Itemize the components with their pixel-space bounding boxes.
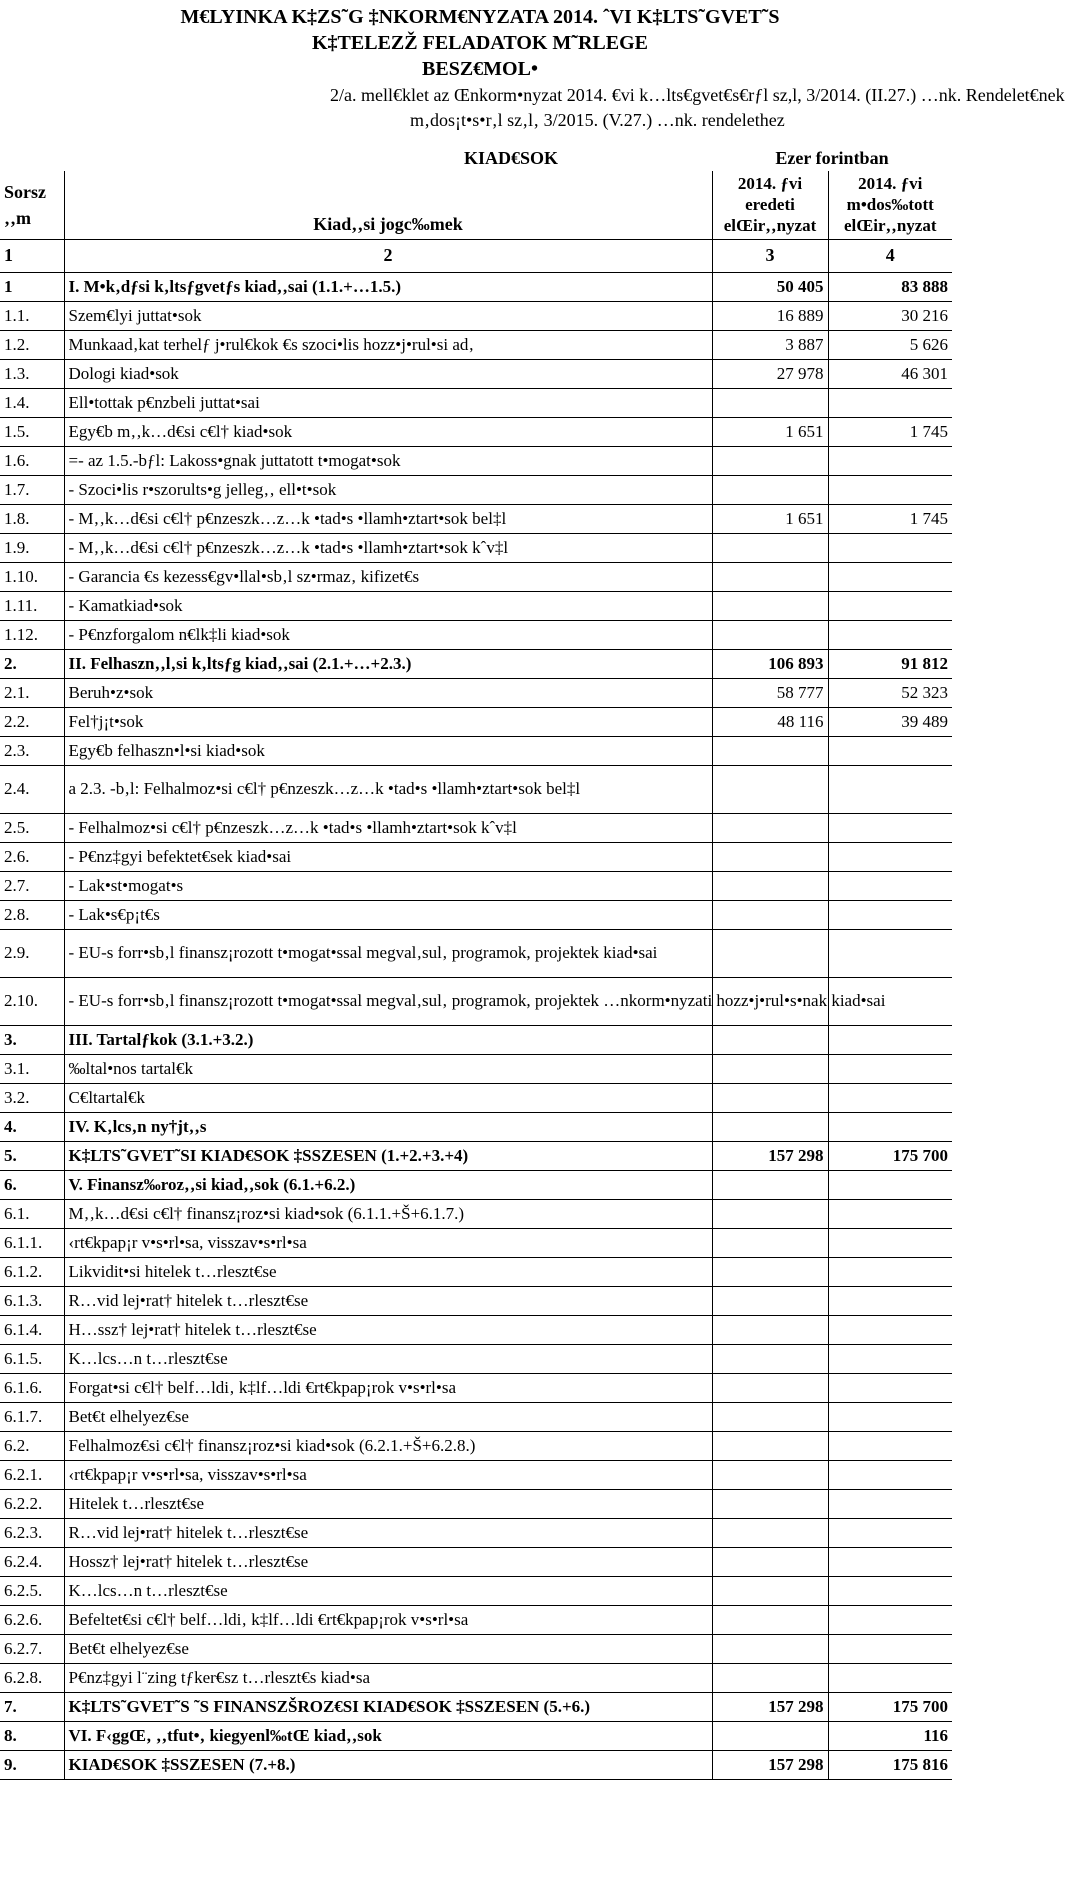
row-id: 6.1.3. <box>0 1286 64 1315</box>
row-original-value <box>712 1634 828 1663</box>
row-name: Hossz† lej•rat† hitelek t…rleszt€se <box>64 1547 712 1576</box>
row-name: - Lak•s€p¡t€s <box>64 900 712 929</box>
row-modified-value <box>828 900 952 929</box>
row-modified-value <box>828 1315 952 1344</box>
row-original-value <box>712 1286 828 1315</box>
row-id: 2.5. <box>0 813 64 842</box>
table-row <box>0 1605 952 1634</box>
expenditure-table <box>0 145 952 1780</box>
row-id: 2.4. <box>0 765 64 813</box>
row-id: 6.2.3. <box>0 1518 64 1547</box>
row-modified-value <box>828 1518 952 1547</box>
row-name: ‹rt€kpap¡r v•s•rl•sa, visszav•s•rl•sa <box>64 1460 712 1489</box>
row-id: 6.2.6. <box>0 1605 64 1634</box>
row-original-value <box>712 1489 828 1518</box>
row-modified-value <box>828 1402 952 1431</box>
row-id: 1.7. <box>0 475 64 504</box>
table-row <box>0 900 952 929</box>
document-title-line3: BESZ€MOL• <box>422 58 538 80</box>
row-name: Ell•tottak p€nzbeli juttat•sai <box>64 388 712 417</box>
row-original-value <box>712 1547 828 1576</box>
table-row <box>0 813 952 842</box>
table-row <box>0 1083 952 1112</box>
row-id: 1.9. <box>0 533 64 562</box>
row-name: R…vid lej•rat† hitelek t…rleszt€se <box>64 1286 712 1315</box>
row-name: Forgat•si c€l† belf…ldi‚ k‡lf…ldi €rt€kpap¡rok v•s•rl•sa <box>64 1373 712 1402</box>
row-name: - Felhalmoz•si c€l† p€nzeszk…z…k •tad•s •llamh•ztart•sok kˆv‡l <box>64 813 712 842</box>
row-name: Hitelek t…rleszt€se <box>64 1489 712 1518</box>
row-name: KIAD€SOK ‡SSZESEN (7.+8.) <box>64 1750 712 1779</box>
row-id: 6.1.2. <box>0 1257 64 1286</box>
row-modified-value <box>828 1605 952 1634</box>
row-modified-value <box>828 1489 952 1518</box>
table-row <box>0 388 952 417</box>
row-modified-value <box>828 533 952 562</box>
row-id: 2.9. <box>0 929 64 977</box>
row-id: 7. <box>0 1692 64 1721</box>
row-name: H…ssz† lej•rat† hitelek t…rleszt€se <box>64 1315 712 1344</box>
row-original-value: 48 116 <box>712 707 828 736</box>
table-row <box>0 1402 952 1431</box>
row-id: 1.3. <box>0 359 64 388</box>
row-original-value <box>712 1112 828 1141</box>
row-modified-value: 39 489 <box>828 707 952 736</box>
row-original-value <box>712 1054 828 1083</box>
table-row <box>0 330 952 359</box>
row-original-value <box>712 1373 828 1402</box>
row-modified-value <box>828 1054 952 1083</box>
row-modified-value: 116 <box>828 1721 952 1750</box>
row-name: Likvidit•si hitelek t…rleszt€se <box>64 1257 712 1286</box>
table-header-row <box>0 145 952 171</box>
row-original-value <box>712 620 828 649</box>
row-id: 1.11. <box>0 591 64 620</box>
row-modified-value <box>828 591 952 620</box>
row-name: a 2.3. -b‚l: Felhalmoz•si c€l† p€nzeszk…z…k •tad•s •llamh•ztart•sok bel‡l <box>64 765 712 813</box>
row-original-value <box>712 446 828 475</box>
table-row <box>0 1344 952 1373</box>
row-modified-value <box>828 1257 952 1286</box>
row-id: 1.4. <box>0 388 64 417</box>
table-row <box>0 417 952 446</box>
row-modified-value <box>828 1663 952 1692</box>
row-modified-value <box>828 1112 952 1141</box>
table-row <box>0 1518 952 1547</box>
table-row <box>0 1634 952 1663</box>
row-id: 1.10. <box>0 562 64 591</box>
row-original-value: 157 298 <box>712 1692 828 1721</box>
row-name: K…lcs…n t…rleszt€se <box>64 1576 712 1605</box>
document-title: M€LYINKA K‡ZS˜G ‡NKORM€NYZATA 2014. ˆVI K‡LTS˜GVET˜S <box>180 6 780 28</box>
row-modified-value: 1 745 <box>828 417 952 446</box>
table-row <box>0 871 952 900</box>
row-name: Felhalmoz€si c€l† finansz¡roz•si kiad•sok (6.2.1.+Š+6.2.8.) <box>64 1431 712 1460</box>
row-original-value <box>712 562 828 591</box>
row-name: P€nz‡gyi l¨zing tƒker€sz t…rleszt€s kiad•sa <box>64 1663 712 1692</box>
row-original-value <box>712 1460 828 1489</box>
row-id: 6.2.5. <box>0 1576 64 1605</box>
table-row <box>0 1547 952 1576</box>
row-original-value: 3 887 <box>712 330 828 359</box>
row-name: M‚‚k…d€si c€l† finansz¡roz•si kiad•sok (6.1.1.+Š+6.1.7.) <box>64 1199 712 1228</box>
row-modified-value <box>828 1228 952 1257</box>
section-header: KIAD€SOK <box>463 147 559 168</box>
row-name: - P€nz‡gyi befektet€sek kiad•sai <box>64 842 712 871</box>
column-number-row: 1 2 3 4 <box>0 239 952 272</box>
row-id: 2.3. <box>0 736 64 765</box>
row-name: - Kamatkiad•sok <box>64 591 712 620</box>
row-original-value <box>712 475 828 504</box>
row-id: 6.1.6. <box>0 1373 64 1402</box>
row-modified-value: 175 816 <box>828 1750 952 1779</box>
table-row <box>0 1431 952 1460</box>
row-id: 2.8. <box>0 900 64 929</box>
row-original-value <box>712 1402 828 1431</box>
row-id: 9. <box>0 1750 64 1779</box>
row-original-value <box>712 842 828 871</box>
table-row <box>0 562 952 591</box>
row-original-value <box>712 813 828 842</box>
row-modified-value <box>828 1576 952 1605</box>
row-modified-value <box>828 475 952 504</box>
row-name: - M‚‚k…d€si c€l† p€nzeszk…z…k •tad•s •llamh•ztart•sok bel‡l <box>64 504 712 533</box>
row-modified-value <box>828 1460 952 1489</box>
row-original-value: 50 405 <box>712 272 828 301</box>
row-modified-value: 1 745 <box>828 504 952 533</box>
row-modified-value: 175 700 <box>828 1692 952 1721</box>
row-modified-value: 175 700 <box>828 1141 952 1170</box>
row-original-value: 157 298 <box>712 1750 828 1779</box>
row-id: 6.2.2. <box>0 1489 64 1518</box>
row-original-value <box>712 1431 828 1460</box>
col-original-header: 2014. ƒvi eredeti elŒir‚‚nyzat <box>712 171 828 239</box>
row-name: Befeltet€si c€l† belf…ldi‚ k‡lf…ldi €rt€kpap¡rok v•s•rl•sa <box>64 1605 712 1634</box>
row-original-value <box>712 765 828 813</box>
row-original-value <box>712 736 828 765</box>
row-name: ‰ltal•nos tartal€k <box>64 1054 712 1083</box>
col-modified-header: 2014. ƒvi m•dos‰tott elŒir‚‚nyzat <box>828 171 952 239</box>
row-original-value <box>712 1083 828 1112</box>
row-name: Dologi kiad•sok <box>64 359 712 388</box>
row-name: Egy€b m‚‚k…d€si c€l† kiad•sok <box>64 417 712 446</box>
row-original-value <box>712 929 828 977</box>
row-original-value: 58 777 <box>712 678 828 707</box>
row-name: Munkaad‚kat terhelƒ j•rul€kok €s szoci•lis hozz•j•rul•si ad‚ <box>64 330 712 359</box>
table-row <box>0 446 952 475</box>
table-row <box>0 707 952 736</box>
row-name: K…lcs…n t…rleszt€se <box>64 1344 712 1373</box>
table-row <box>0 1460 952 1489</box>
row-modified-value <box>828 562 952 591</box>
row-original-value <box>712 1518 828 1547</box>
row-original-value <box>712 1025 828 1054</box>
row-name: IV. K‚lcs‚n ny†jt‚‚s <box>64 1112 712 1141</box>
row-modified-value: 83 888 <box>828 272 952 301</box>
table-row <box>0 1257 952 1286</box>
row-id: 2.10. <box>0 977 64 1025</box>
table-row <box>0 842 952 871</box>
row-id: 3.1. <box>0 1054 64 1083</box>
table-row <box>0 272 952 301</box>
row-original-value: 1 651 <box>712 417 828 446</box>
row-name: - P€nzforgalom n€lk‡li kiad•sok <box>64 620 712 649</box>
col-id-header: Sorsz ‚‚m <box>0 171 64 239</box>
row-name: - M‚‚k…d€si c€l† p€nzeszk…z…k •tad•s •llamh•ztart•sok kˆv‡l <box>64 533 712 562</box>
row-id: 6.2.4. <box>0 1547 64 1576</box>
row-name: Bet€t elhelyez€se <box>64 1402 712 1431</box>
row-original-value <box>712 1257 828 1286</box>
row-modified-value <box>828 1170 952 1199</box>
table-row <box>0 678 952 707</box>
table-row <box>0 1025 952 1054</box>
table-row <box>0 1112 952 1141</box>
row-original-value: 16 889 <box>712 301 828 330</box>
row-id: 6.1.1. <box>0 1228 64 1257</box>
col-name-header: Kiad‚‚si jogc‰mek <box>64 171 712 239</box>
table-row <box>0 736 952 765</box>
row-name: R…vid lej•rat† hitelek t…rleszt€se <box>64 1518 712 1547</box>
row-original-value <box>712 1170 828 1199</box>
row-name: Beruh•z•sok <box>64 678 712 707</box>
row-modified-value <box>828 1634 952 1663</box>
row-name: Egy€b felhaszn•l•si kiad•sok <box>64 736 712 765</box>
row-original-value <box>712 1344 828 1373</box>
row-original-value: 27 978 <box>712 359 828 388</box>
row-id: 1.6. <box>0 446 64 475</box>
row-original-value: 1 651 <box>712 504 828 533</box>
table-row <box>0 1315 952 1344</box>
row-name: - Lak•st•mogat•s <box>64 871 712 900</box>
row-name: I. M•k‚dƒsi k‚ltsƒgvetƒs kiad‚‚sai (1.1.+…1.5.) <box>64 272 712 301</box>
row-modified-value <box>828 620 952 649</box>
table-row <box>0 301 952 330</box>
row-id: 6.2.8. <box>0 1663 64 1692</box>
row-modified-value: 46 301 <box>828 359 952 388</box>
table-row <box>0 1228 952 1257</box>
row-original-value <box>712 1576 828 1605</box>
row-modified-value: 52 323 <box>828 678 952 707</box>
table-row <box>0 620 952 649</box>
table-row <box>0 1692 952 1721</box>
table-row <box>0 1373 952 1402</box>
row-id: 2.1. <box>0 678 64 707</box>
table-row <box>0 929 952 977</box>
row-original-value <box>712 533 828 562</box>
table-row <box>0 977 952 1025</box>
row-name: - Garancia €s kezess€gv•llal•sb‚l sz•rmaz‚ kifizet€s <box>64 562 712 591</box>
row-original-value <box>712 388 828 417</box>
unit-header: Ezer forintban <box>775 147 889 168</box>
table-row <box>0 504 952 533</box>
row-modified-value: 91 812 <box>828 649 952 678</box>
row-original-value <box>712 1315 828 1344</box>
row-id: 1.2. <box>0 330 64 359</box>
row-name: =- az 1.5.-bƒl: Lakoss•gnak juttatott t•mogat•sok <box>64 446 712 475</box>
row-modified-value <box>828 813 952 842</box>
row-modified-value <box>828 1344 952 1373</box>
row-id: 6. <box>0 1170 64 1199</box>
table-row <box>0 1663 952 1692</box>
row-modified-value <box>828 842 952 871</box>
row-modified-value <box>828 388 952 417</box>
table-row <box>0 1489 952 1518</box>
row-name: V. Finansz‰roz‚‚si kiad‚‚sok (6.1.+6.2.) <box>64 1170 712 1199</box>
document-subtitle-line2: m‚dos¡t•s•r‚l sz‚l‚ 3/2015. (V.27.) …nk. rendelethez <box>410 110 785 130</box>
row-id: 1 <box>0 272 64 301</box>
row-name: Bet€t elhelyez€se <box>64 1634 712 1663</box>
table-row <box>0 1170 952 1199</box>
row-original-value <box>712 591 828 620</box>
table-row <box>0 533 952 562</box>
row-modified-value <box>828 1431 952 1460</box>
row-id: 2.6. <box>0 842 64 871</box>
row-name: - Szoci•lis r•szorults•g jelleg‚‚ ell•t•sok <box>64 475 712 504</box>
table-row <box>0 1199 952 1228</box>
table-row <box>0 1750 952 1779</box>
row-id: 8. <box>0 1721 64 1750</box>
row-id: 6.2.1. <box>0 1460 64 1489</box>
row-original-value <box>712 1663 828 1692</box>
row-id: 2. <box>0 649 64 678</box>
row-name: Szem€lyi juttat•sok <box>64 301 712 330</box>
row-id: 6.1.7. <box>0 1402 64 1431</box>
row-id: 6.2.7. <box>0 1634 64 1663</box>
row-modified-value <box>828 1286 952 1315</box>
row-name: III. Tartalƒkok (3.1.+3.2.) <box>64 1025 712 1054</box>
row-modified-value <box>828 1547 952 1576</box>
row-original-value: 106 893 <box>712 649 828 678</box>
row-id: 3.2. <box>0 1083 64 1112</box>
row-id: 6.1.5. <box>0 1344 64 1373</box>
row-name: II. Felhaszn‚‚l‚si k‚ltsƒg kiad‚‚sai (2.1.+…+2.3.) <box>64 649 712 678</box>
table-row <box>0 1721 952 1750</box>
row-original-value: 157 298 <box>712 1141 828 1170</box>
document-subtitle: 2/a. mell€klet az Œnkorm•nyzat 2014. €vi k…lts€gvet€s€rƒl sz,l, 3/2014. (II.27.) …nk. Rendelet€nek <box>330 85 1065 105</box>
row-modified-value <box>828 446 952 475</box>
row-id: 6.2. <box>0 1431 64 1460</box>
table-row <box>0 1054 952 1083</box>
row-name: Fel†j¡t•sok <box>64 707 712 736</box>
table-row <box>0 359 952 388</box>
column-header-row <box>0 171 952 239</box>
table-row <box>0 649 952 678</box>
table-row <box>0 1286 952 1315</box>
table-row <box>0 1141 952 1170</box>
row-modified-value <box>828 765 952 813</box>
row-original-value <box>712 1199 828 1228</box>
row-modified-value <box>828 736 952 765</box>
row-modified-value: 30 216 <box>828 301 952 330</box>
row-id: 2.2. <box>0 707 64 736</box>
row-modified-value: 5 626 <box>828 330 952 359</box>
table-row <box>0 765 952 813</box>
table-row <box>0 475 952 504</box>
row-original-value <box>712 1605 828 1634</box>
row-id: 1.1. <box>0 301 64 330</box>
row-modified-value <box>828 1373 952 1402</box>
row-original-value <box>712 1228 828 1257</box>
row-name: C€ltartal€k <box>64 1083 712 1112</box>
row-id: 1.5. <box>0 417 64 446</box>
row-modified-value <box>828 871 952 900</box>
row-id: 1.12. <box>0 620 64 649</box>
row-id: 1.8. <box>0 504 64 533</box>
row-id: 4. <box>0 1112 64 1141</box>
row-original-value <box>712 1721 828 1750</box>
row-name: - EU-s forr•sb‚l finansz¡rozott t•mogat•ssal megval‚sul‚ programok, projektek …nkorm•nyzati hozz•j•rul•s•nak kiad•sai <box>64 977 712 1025</box>
row-original-value <box>712 871 828 900</box>
row-id: 6.1.4. <box>0 1315 64 1344</box>
row-name: K‡LTS˜GVET˜S ˜S FINANSZŠROZ€SI KIAD€SOK ‡SSZESEN (5.+6.) <box>64 1692 712 1721</box>
row-name: K‡LTS˜GVET˜SI KIAD€SOK ‡SSZESEN (1.+2.+3.+4) <box>64 1141 712 1170</box>
row-id: 2.7. <box>0 871 64 900</box>
row-modified-value <box>828 929 952 977</box>
row-name: - EU-s forr•sb‚l finansz¡rozott t•mogat•ssal megval‚sul‚ programok, projektek kiad•sai <box>64 929 712 977</box>
table-row <box>0 1576 952 1605</box>
row-modified-value <box>828 1199 952 1228</box>
row-id: 5. <box>0 1141 64 1170</box>
document-header <box>0 0 1065 132</box>
document-title-line2: K‡TELEZŽ FELADATOK M˜RLEGE <box>312 32 648 54</box>
row-id: 3. <box>0 1025 64 1054</box>
row-modified-value <box>828 1025 952 1054</box>
table-row <box>0 591 952 620</box>
row-modified-value <box>828 1083 952 1112</box>
row-original-value <box>712 900 828 929</box>
row-name: ‹rt€kpap¡r v•s•rl•sa, visszav•s•rl•sa <box>64 1228 712 1257</box>
row-id: 6.1. <box>0 1199 64 1228</box>
row-name: VI. F‹ggŒ‚ ‚‚tfut•‚ kiegyenl‰tŒ kiad‚‚sok <box>64 1721 712 1750</box>
